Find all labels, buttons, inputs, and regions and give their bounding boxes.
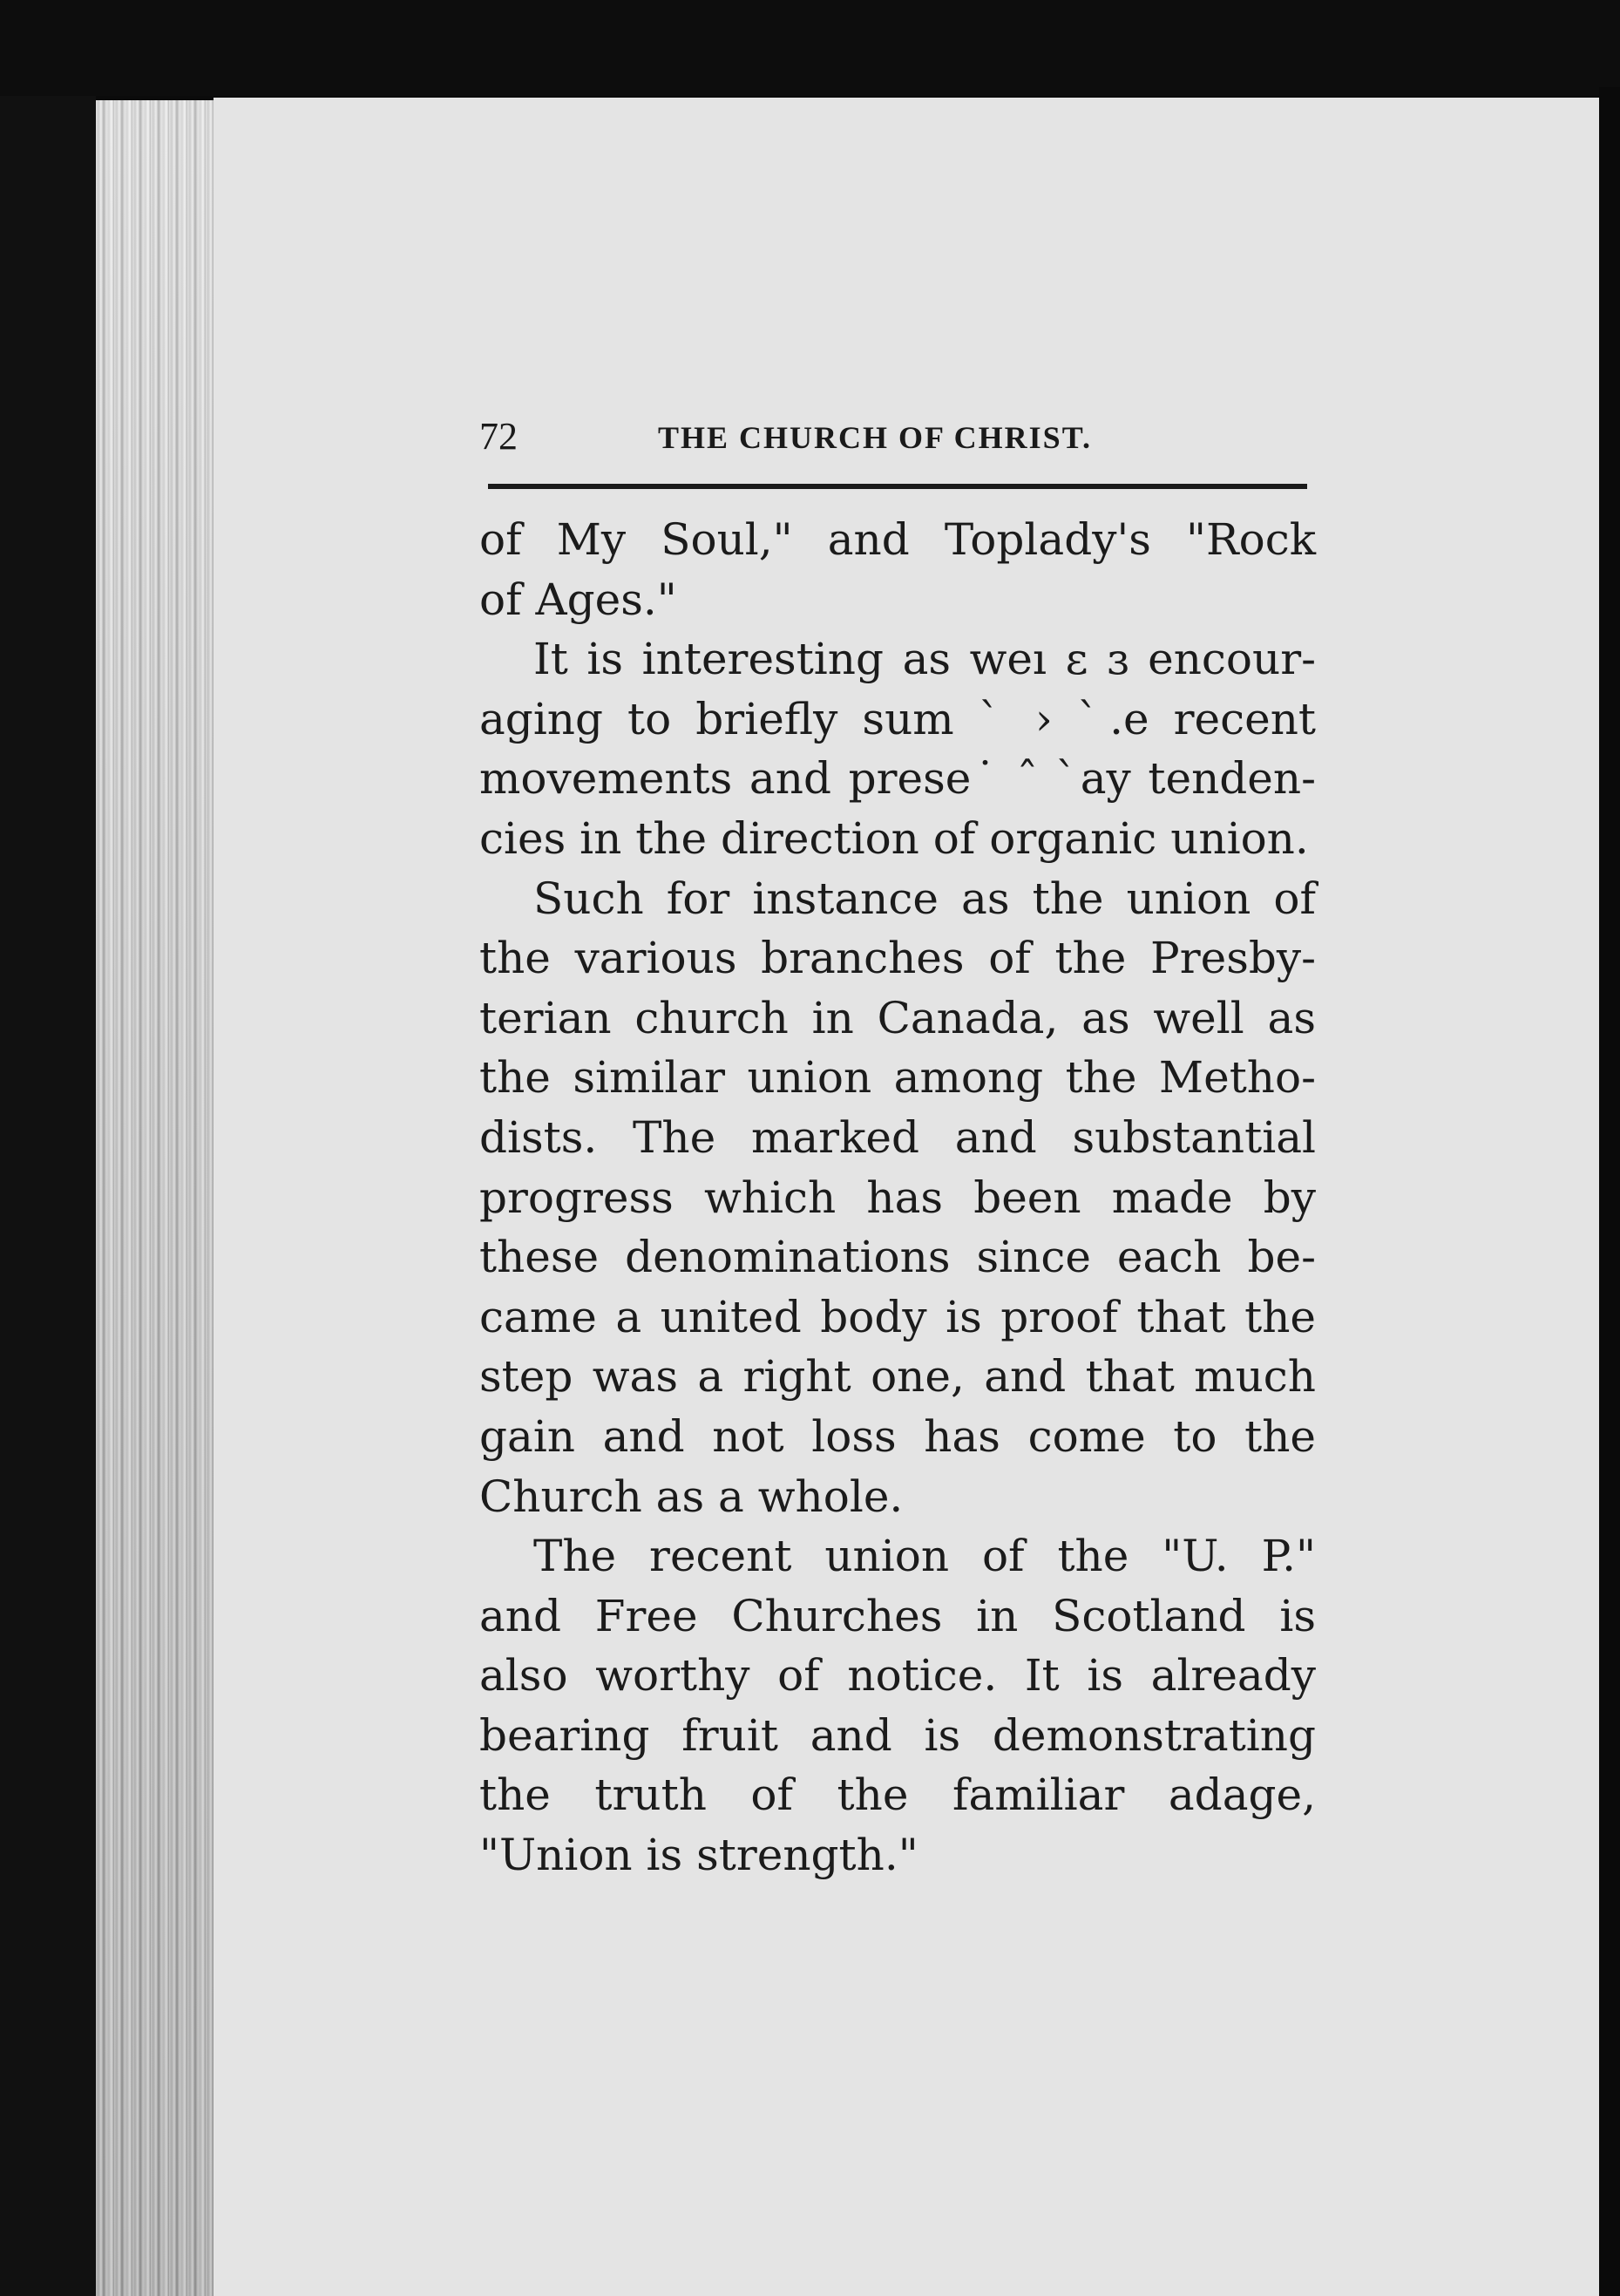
running-header — [479, 414, 1316, 466]
text-line: the truth of the familiar adage, — [479, 1770, 1316, 1821]
text-line: also worthy of notice. It is already — [479, 1650, 1316, 1702]
text-line: of Ages." — [479, 574, 677, 625]
text-line: and Free Churches in Scotland is — [479, 1590, 1316, 1641]
running-title: THE CHURCH OF CHRIST. — [658, 420, 1093, 455]
text-line: aging to briefly sum ˋ › ˋ.e recent — [479, 693, 1316, 744]
text-line: of My Soul," and Toplady's "Rock — [479, 514, 1316, 565]
text-line: gain and not loss has come to the — [479, 1410, 1316, 1462]
text-line: cies in the direction of organic union. — [479, 812, 1309, 864]
text-line: Church as a whole. — [479, 1471, 904, 1522]
body-text — [479, 510, 1316, 1885]
text-line: dists. The marked and substantial — [479, 1111, 1316, 1163]
text-line: It is interesting as weı ɛ ɜ encour- — [533, 634, 1316, 685]
text-line: came a united body is proof that the — [479, 1291, 1316, 1342]
text-line: these denominations since each be- — [479, 1232, 1316, 1283]
scan-right-border — [1599, 87, 1620, 2296]
text-line: "Union is strength." — [479, 1830, 918, 1881]
text-line: bearing fruit and is demonstrating — [479, 1709, 1316, 1761]
page-number: 72 — [479, 415, 518, 458]
scan-top-border — [0, 0, 1620, 96]
text-line: The recent union of the "U. P." — [533, 1531, 1316, 1582]
text-line: Such for instance as the union of — [533, 873, 1316, 924]
text-line: movements and prese˙ ˆ ˋay tenden- — [479, 753, 1316, 805]
book-page-edges — [96, 100, 214, 2296]
text-line: step was a right one, and that much — [479, 1351, 1316, 1403]
text-line: the similar union among the Metho- — [479, 1052, 1316, 1104]
header-rule — [488, 484, 1307, 489]
text-line: terian church in Canada, as well as — [479, 992, 1316, 1043]
text-line: the various branches of the Presby- — [479, 933, 1316, 984]
scan-left-border — [0, 96, 96, 2296]
text-line: progress which has been made by — [479, 1172, 1316, 1223]
